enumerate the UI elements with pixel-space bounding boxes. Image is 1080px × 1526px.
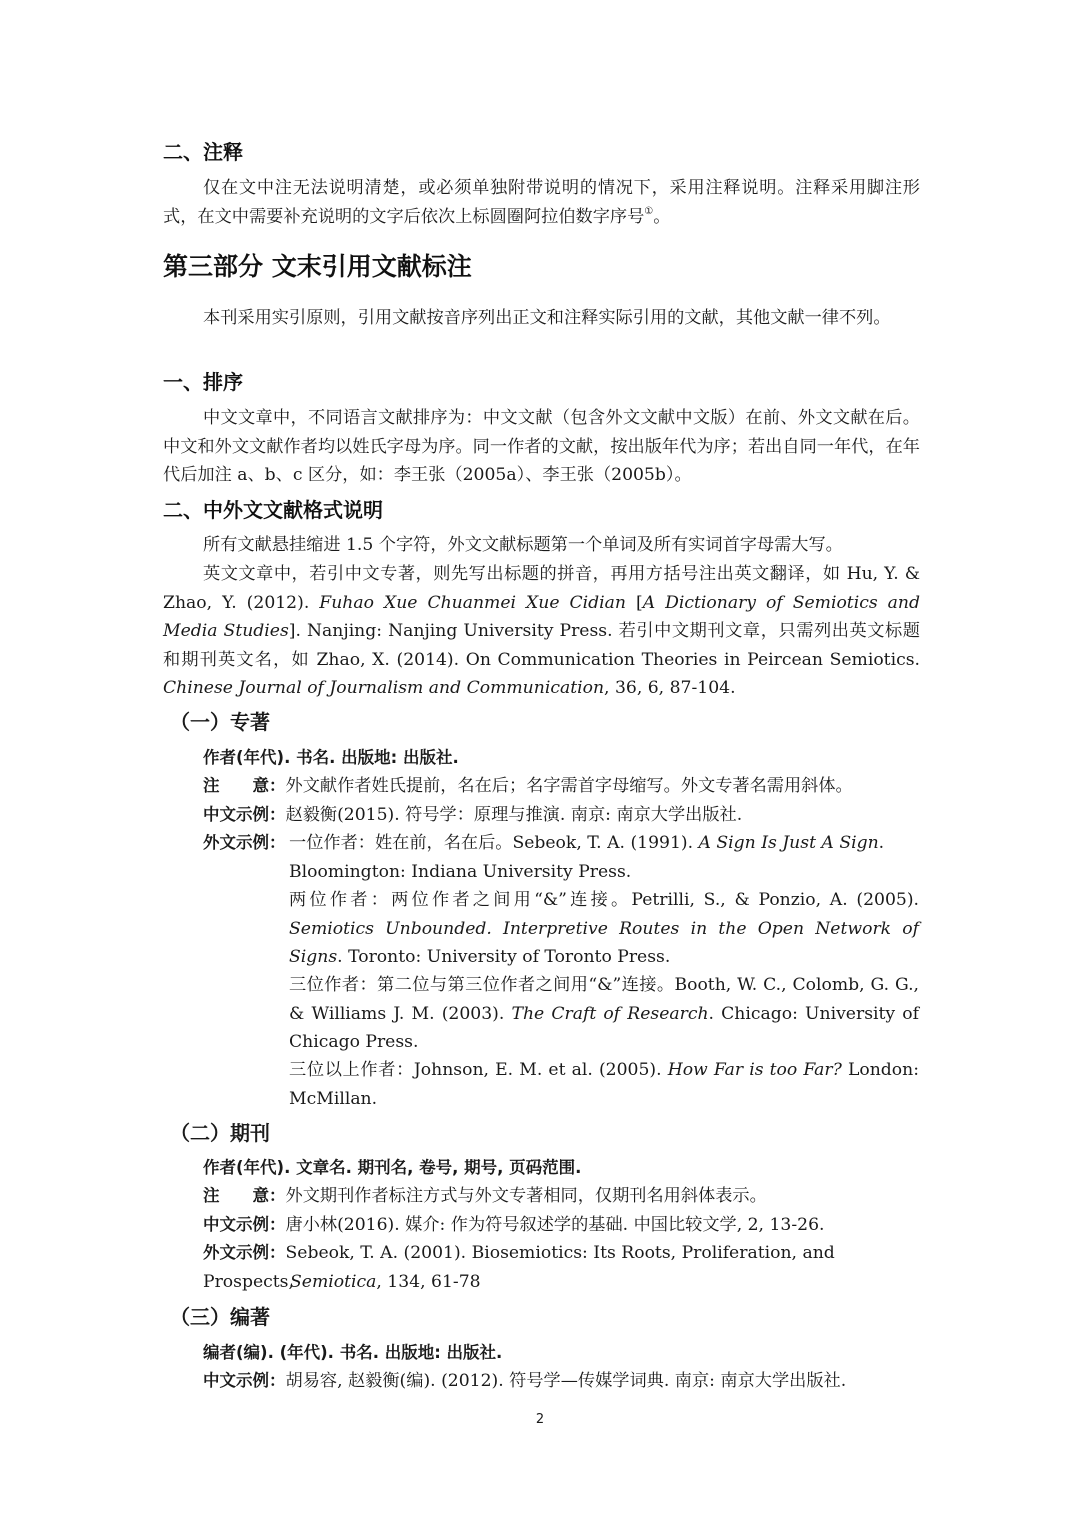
monograph-note-row [203,772,923,801]
page-number: 2 [535,1412,545,1427]
ordering-heading: 一、排序 [163,370,243,394]
journal-en-example-cont: Semiotica, 134, 61-78 [290,1272,481,1292]
part-three-title: 第三部分 文末引用文献标注 [163,252,472,281]
note-text: 外文献作者姓氏提前，名在后；名字需首字母缩写。外文专著名需用斜体。 [285,776,853,796]
edited-format: 编者(编). (年代). 书名. 出版地: 出版社. [203,1343,503,1362]
notes-heading: 二、注释 [163,140,243,164]
en-example-two-authors: 两位作者：两位作者之间用“&”连接。Petrilli, S., & Ponzio, A. (2005). Semiotics Unbounded. Interpretive Routes in the Open Network of Signs. Toronto: University of Toronto Press. [289,890,919,967]
monograph-cn-example-row [203,801,923,830]
cn-example-text: 唐小林(2016). 媒介: 作为符号叙述学的基础. 中国比较文学, 2, 13-26. [285,1215,825,1235]
cn-example-label: 中文示例： [203,1371,286,1390]
monograph-en-example-label-row [203,829,293,858]
part-three-intro: 本刊采用实引原则，引用文献按音序列出正文和注释实际引用的文献，其他文献一律不列。 [203,308,891,328]
journal-note-row [203,1182,923,1211]
en-example-many-authors: 三位以上作者：Johnson, E. M. et al. (2005). How Far is too Far? London: McMillan. [289,1060,919,1109]
cn-example-label: 中文示例： [203,1215,286,1234]
note-label: 注 意： [203,776,286,795]
journal-format: 作者(年代). 文章名. 期刊名, 卷号, 期号, 页码范围. [203,1158,582,1177]
en-example-text: Sebeok, T. A. (2001). Biosemiotics: Its Roots, Proliferation, and Prospects, [203,1243,835,1292]
en-example-label: 外文示例： [203,1243,286,1262]
en-example-label: 外文示例： [203,833,286,852]
format-paragraph-2: 英文文章中，若引中文专著，则先写出标题的拼音，再用方括号注出英文翻译，如 Hu, Y. & Zhao, Y. (2012). Fuhao Xue Chuanmei Xue Cidian [A Dictionary of Semiotics and Media Studies]. Nanjing: Nanjing University Press. 若引中文期刊文章，只需列出英文标题和期刊英文名，如 Zhao, X. (2014). On Communication Theories in Peircean Semiotics. Chinese Journal of Journalism and Communication, 36, 6, 87-104. [163,564,920,698]
cn-example-label: 中文示例： [203,805,286,824]
ordering-paragraph: 中文文章中，不同语言文献排序为：中文文献（包含外文文献中文版）在前、外文文献在后。中文和外文文献作者均以姓氏字母为序。同一作者的文献，按出版年代为序；若出自同一年代，在年代后加注 a、b、c 区分，如：李王张（2005a）、李王张（2005b）。 [163,408,920,485]
cn-example-text: 胡易容, 赵毅衡(编). (2012). 符号学—传媒学词典. 南京: 南京大学出版社. [285,1371,847,1391]
cn-example-text: 赵毅衡(2015). 符号学：原理与推演. 南京: 南京大学出版社. [285,805,743,825]
format-paragraph-1: 所有文献悬挂缩进 1.5 个字符，外文文献标题第一个单词及所有实词首字母需大写。 [203,535,843,555]
format-heading: 二、中外文文献格式说明 [163,498,383,522]
edited-cn-example-row [203,1367,923,1396]
note-text: 外文期刊作者标注方式与外文专著相同，仅期刊名用斜体表示。 [285,1186,767,1206]
footnote-marker: ① [644,205,654,217]
journal-cn-example-row [203,1211,923,1240]
journal-heading: （二）期刊 [170,1121,270,1145]
note-label: 注 意： [203,1186,286,1205]
en-example-single-author: 一位作者：姓在前，名在后。Sebeok, T. A. (1991). A Sign Is Just A Sign. Bloomington: Indiana University Press. [289,833,885,882]
monograph-format: 作者(年代). 书名. 出版地: 出版社. [203,748,459,767]
monograph-heading: （一）专著 [170,710,270,734]
notes-paragraph: 仅在文中注无法说明清楚，或必须单独附带说明的情况下，采用注释说明。注释采用脚注形式，在文中需要补充说明的文字后依次上标圆圈阿拉伯数字序号①。 [163,178,920,227]
en-example-three-authors: 三位作者：第二位与第三位作者之间用“&”连接。Booth, W. C., Colomb, G. G., & Williams J. M. (2003). The Craft of Research. Chicago: University of Chicago Press. [289,975,919,1052]
edited-heading: （三）编著 [170,1305,270,1329]
